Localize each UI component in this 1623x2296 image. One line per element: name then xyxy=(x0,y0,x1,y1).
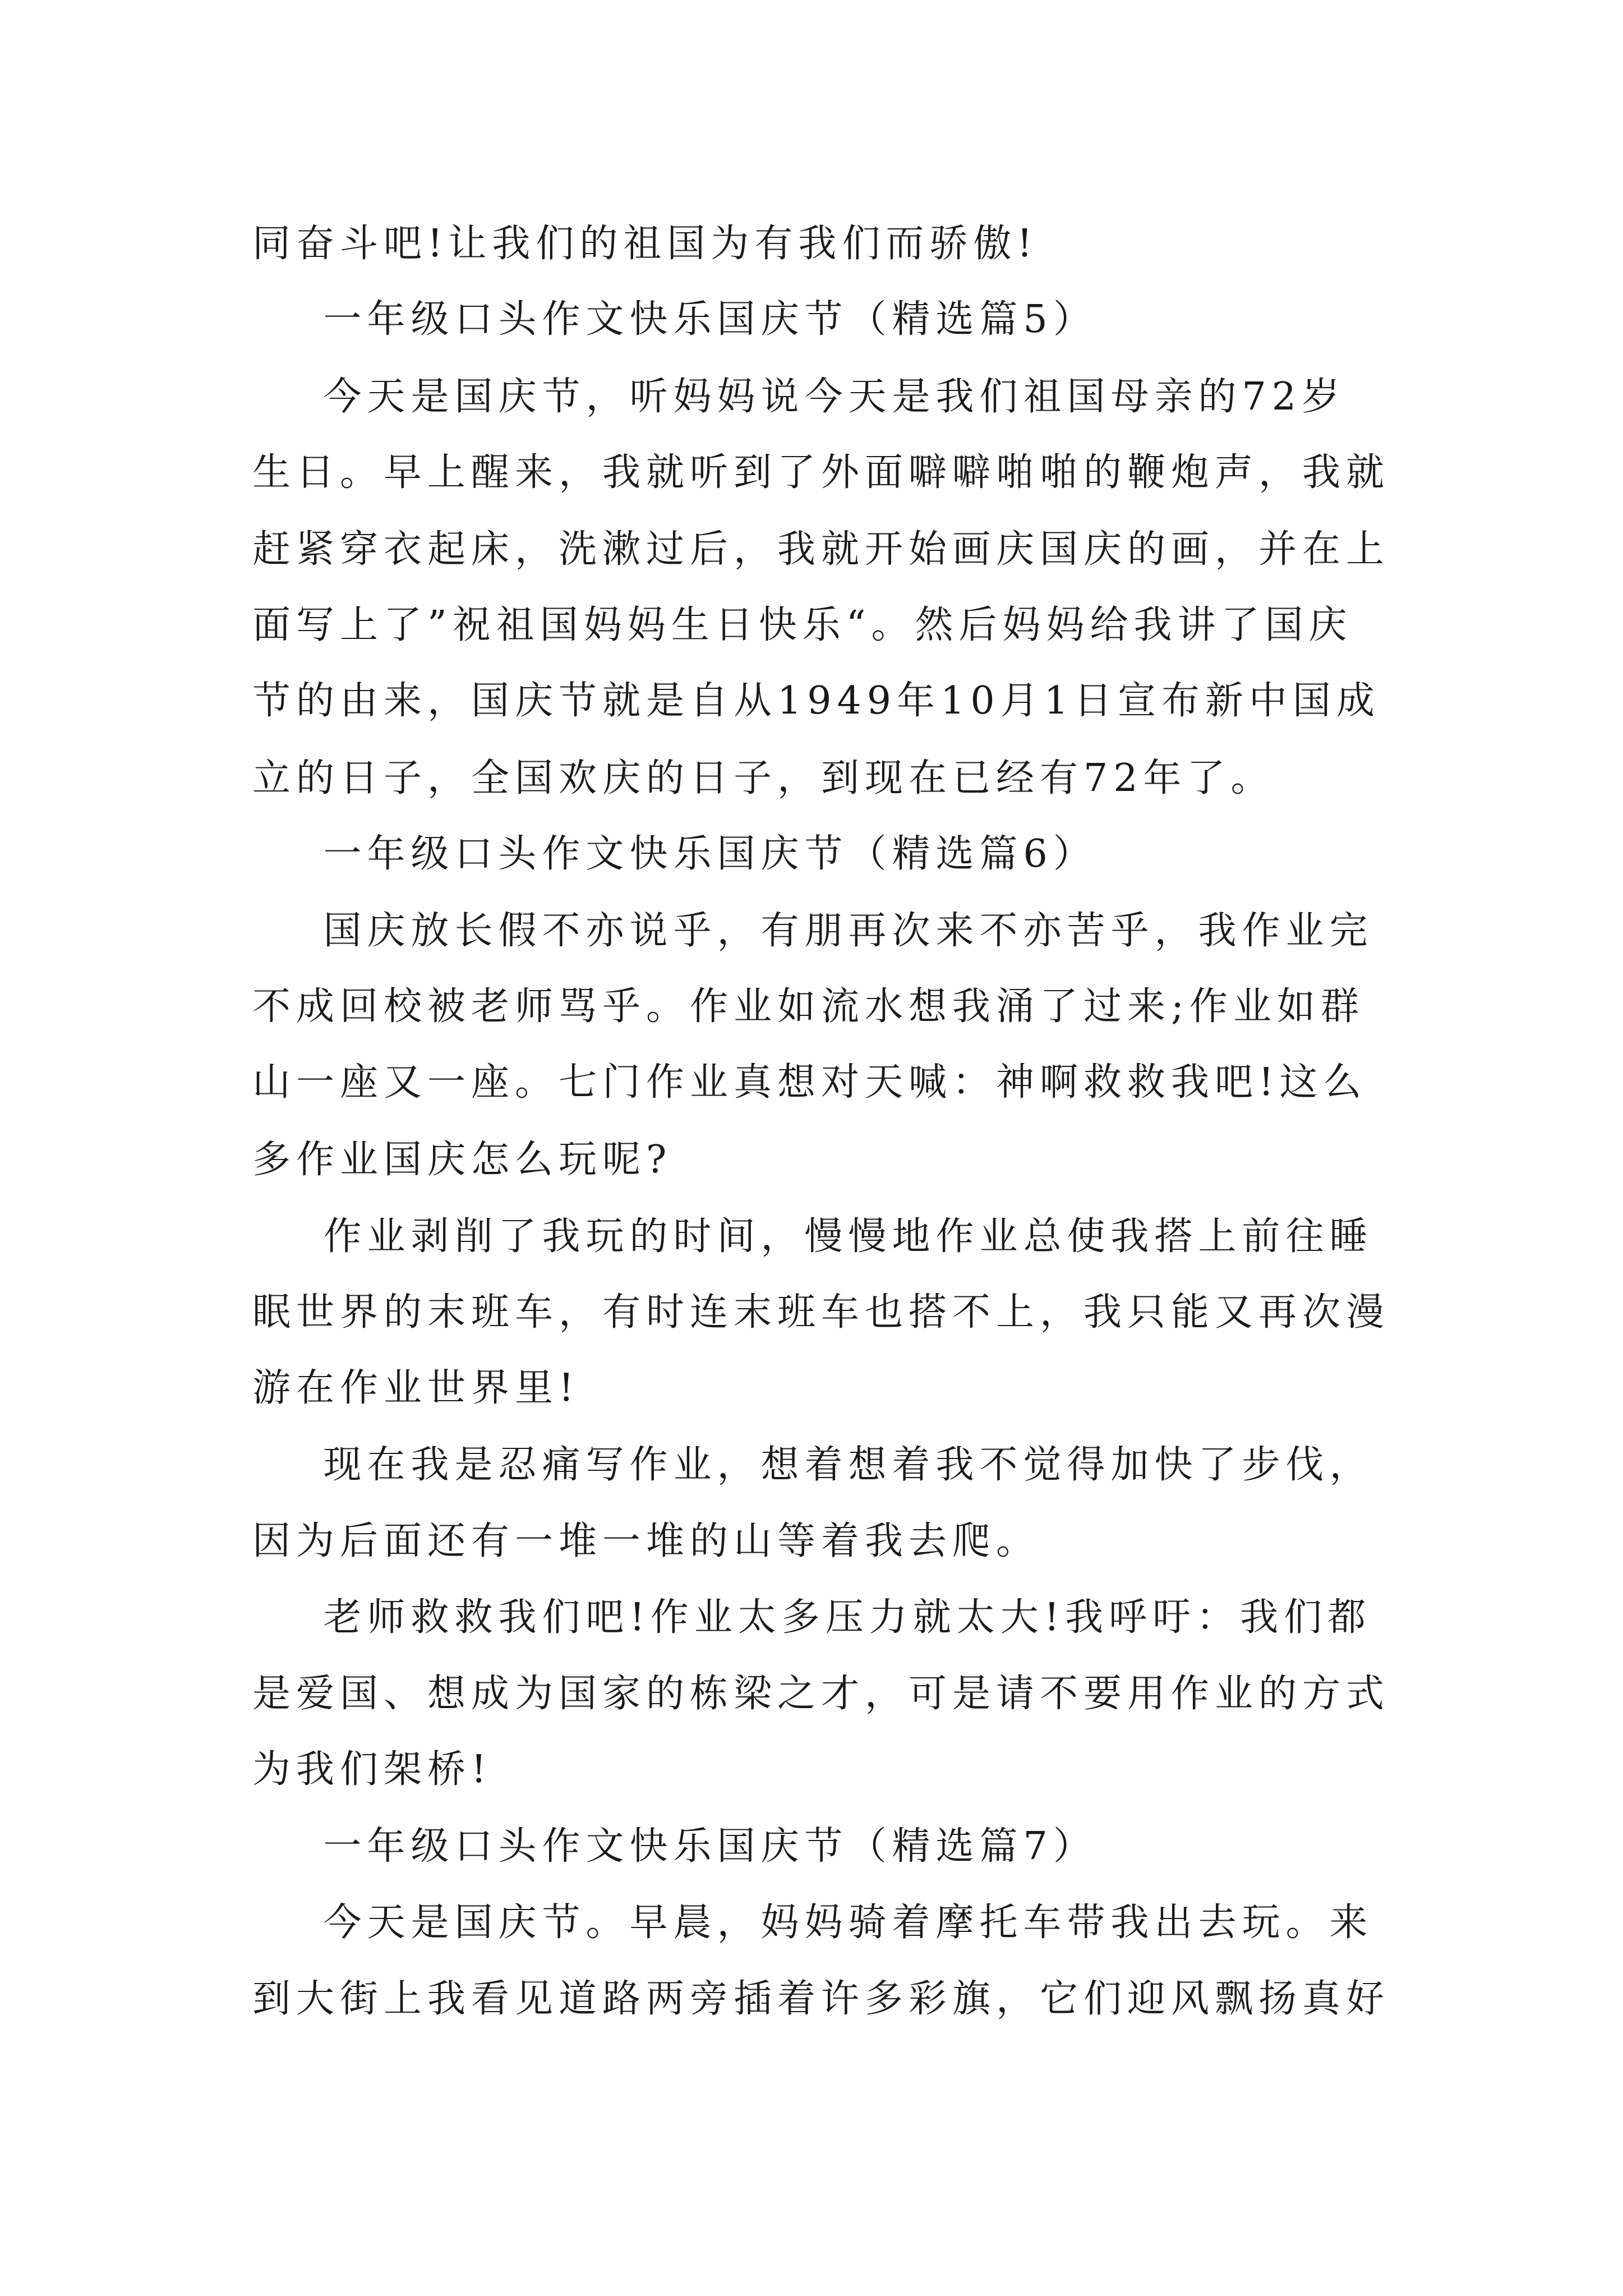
text-line: 游在作业世界里! xyxy=(252,1366,580,1410)
text-line: 国庆放长假不亦说乎，有朋再次来不亦苦乎，我作业完 xyxy=(252,909,1373,953)
text-line: 面写上了”祝祖国妈妈生日快乐“。然后妈妈给我讲了国庆 xyxy=(252,603,1353,647)
section-heading: 一年级口头作文快乐国庆节（精选篇7） xyxy=(252,1824,1097,1869)
text-line: 立的日子，全国欢庆的日子，到现在已经有72年了。 xyxy=(252,756,1275,800)
text-line: 多作业国庆怎么玩呢? xyxy=(252,1138,672,1182)
text-line: 山一座又一座。七门作业真想对天喊：神啊救救我吧!这么 xyxy=(252,1060,1367,1105)
text-line: 到大街上我看见道路两旁插着许多彩旗，它们迎风飘扬真好 xyxy=(252,1977,1390,2021)
text-line: 今天是国庆节，听妈妈说今天是我们祖国母亲的72岁 xyxy=(252,375,1345,419)
section-heading: 一年级口头作文快乐国庆节（精选篇6） xyxy=(252,832,1097,876)
section-heading: 一年级口头作文快乐国庆节（精选篇5） xyxy=(252,297,1097,342)
text-line: 眠世界的末班车，有时连末班车也搭不上，我只能又再次漫 xyxy=(252,1290,1390,1335)
text-line: 今天是国庆节。早晨，妈妈骑着摩托车带我出去玩。来 xyxy=(252,1901,1373,1945)
text-line: 不成回校被老师骂乎。作业如流水想我涌了过来;作业如群 xyxy=(252,984,1364,1029)
text-line: 是爱国、想成为国家的栋梁之才，可是请不要用作业的方式 xyxy=(252,1672,1390,1716)
text-line: 现在我是忍痛写作业，想着想着我不觉得加快了步伐， xyxy=(252,1443,1373,1487)
text-line: 生日。早上醒来，我就听到了外面噼噼啪啪的鞭炮声，我就 xyxy=(252,450,1390,495)
text-line: 老师救救我们吧!作业太多压力就太大!我呼吁：我们都 xyxy=(252,1595,1372,1640)
text-line: 节的由来，国庆节就是自从1949年10月1日宣布新中国成 xyxy=(252,679,1380,723)
text-line: 赶紧穿衣起床，洗漱过后，我就开始画庆国庆的画，并在上 xyxy=(252,527,1390,572)
text-line: 因为后面还有一堆一堆的山等着我去爬。 xyxy=(252,1519,1040,1563)
text-line: 同奋斗吧!让我们的祖国为有我们而骄傲! xyxy=(252,222,1038,266)
text-line: 为我们架桥! xyxy=(252,1747,492,1792)
text-line: 作业剥削了我玩的时间，慢慢地作业总使我搭上前往睡 xyxy=(252,1214,1373,1259)
